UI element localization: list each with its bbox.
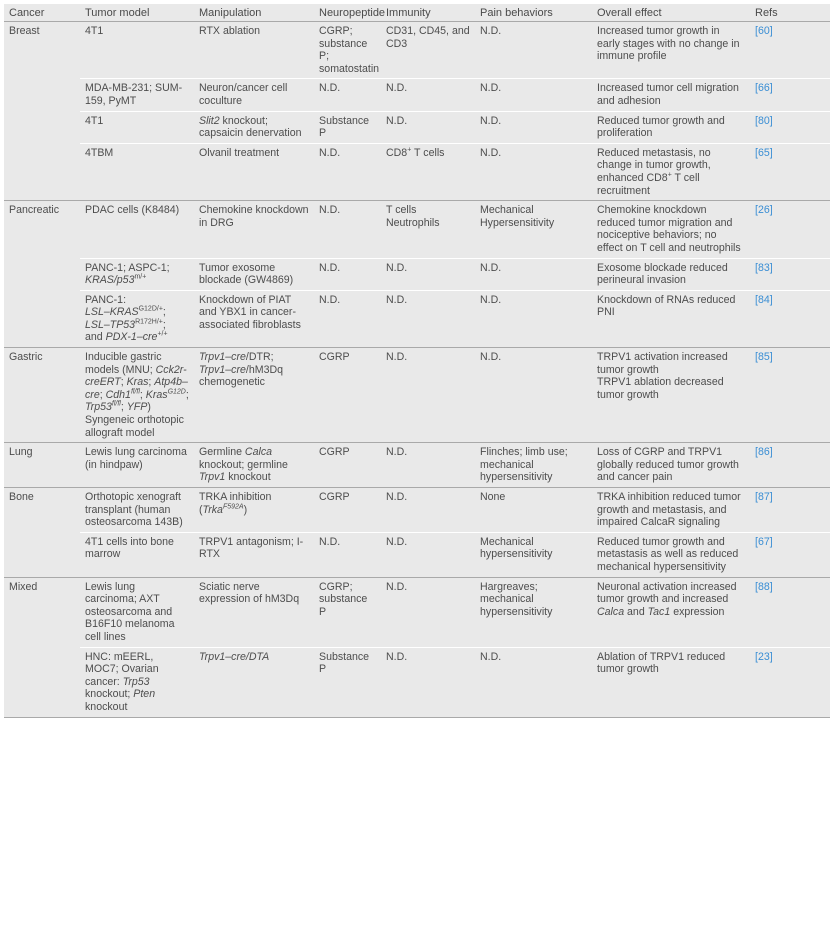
ref-link[interactable]: [26] (750, 201, 830, 258)
manipulation-text: ) (243, 503, 248, 516)
immunity-cell: N.D. (381, 290, 475, 347)
gene-name: Trpv1–cre/DTA (199, 650, 270, 663)
cancer-cell: Bone (4, 488, 80, 533)
ref-link[interactable]: [66] (750, 79, 830, 111)
ref-link[interactable]: [87] (750, 488, 830, 533)
manipulation-cell: Neuron/cancer cell coculture (194, 79, 314, 111)
neuropeptide-cell: CGRP; substance P (314, 577, 381, 647)
immunity-cell (381, 143, 475, 200)
model-text: knockout (85, 700, 128, 713)
model-text: and (85, 331, 106, 344)
cancer-cell-empty (4, 111, 80, 143)
effect-cell: Reduced tumor growth and metastasis as well as reduced mechanical hypersensitivity (592, 532, 750, 577)
pain-cell: Mechanical hypersensitivity (475, 532, 592, 577)
pain-cell: Mechanical Hypersensitivity (475, 201, 592, 258)
model-text: knockout; (85, 688, 134, 701)
ref-link[interactable]: [85] (750, 348, 830, 443)
effect-text: TRPV1 ablation decreased tumor growth (597, 376, 724, 401)
immunity-cell: N.D. (381, 79, 475, 111)
effect-cell (592, 577, 750, 647)
header-overall-effect: Overall effect (592, 4, 750, 22)
table-row (4, 348, 830, 443)
gene-name: Trp53 (85, 401, 112, 414)
manipulation-cell: Sciatic nerve expression of hM3Dq (194, 577, 314, 647)
cancer-cell: Lung (4, 443, 80, 488)
gene-name: KRAS/p53 (85, 274, 135, 287)
manipulation-cell (194, 647, 314, 717)
cancer-cell-empty (4, 532, 80, 577)
gene-name: PDX-1–cre (105, 331, 158, 344)
gene-name: Trpv1–cre (199, 363, 246, 376)
gene-name: Slit2 (199, 114, 220, 127)
pain-cell: Flinches; limb use; mechanical hypersensitivity (475, 443, 592, 488)
effect-text: Reduced metastasis, no change in tumor growth, enhanced CD8 (597, 146, 711, 184)
tumor-model-cell (80, 258, 194, 290)
pain-cell: N.D. (475, 79, 592, 111)
cancer-cell: Mixed (4, 577, 80, 647)
superscript: + (667, 171, 672, 179)
neuropeptide-cell: N.D. (314, 201, 381, 258)
gene-name: Tac1 (647, 605, 671, 618)
neuropeptide-cell: Substance P (314, 111, 381, 143)
immunity-cell: N.D. (381, 532, 475, 577)
gene-name: Kras (126, 376, 149, 389)
tumor-model-cell: PANC-1: LSL–$KRAS^{G12D/+}$; LSL–$TP53^{R172H/+}$; and PDX-1–cre+/+ (80, 290, 194, 347)
ref-link[interactable]: [23] (750, 647, 830, 717)
pain-cell: N.D. (475, 22, 592, 79)
manipulation-text: /DTR; (245, 351, 274, 364)
ref-link[interactable]: [60] (750, 22, 830, 79)
gene-name: Pten (133, 688, 156, 701)
immunity-cell: N.D. (381, 488, 475, 533)
immunity-text: T cells (411, 146, 445, 159)
ref-link[interactable]: [84] (750, 290, 830, 347)
manipulation-cell: TRPV1 antagonism; I-RTX (194, 532, 314, 577)
effect-text: and (624, 605, 648, 618)
effect-cell (592, 348, 750, 443)
table-row (4, 577, 830, 647)
effect-cell: TRKA inhibition reduced tumor growth and metastasis, and impaired CalcaR signaling (592, 488, 750, 533)
superscript: fl/fl (111, 400, 121, 408)
neuropeptide-cell: CGRP; substance P; somatostatin (314, 22, 381, 79)
immunity-cell: N.D. (381, 111, 475, 143)
header-immunity: Immunity (381, 4, 475, 22)
gene-name: LSL–TP53 (85, 318, 136, 331)
cancer-cell: Gastric (4, 348, 80, 443)
model-text: HNC: mEERL, MOC7; Ovarian cancer: (85, 650, 159, 688)
cancer-cell-empty (4, 79, 80, 111)
header-row (4, 4, 830, 22)
gene-name: Cdh1 (105, 388, 131, 401)
ref-link[interactable]: [86] (750, 443, 830, 488)
tumor-model-cell: Lewis lung carcinoma; AXT osteosarcoma and B16F10 melanoma cell lines (80, 577, 194, 647)
effect-cell: Chemokine knockdown reduced tumor migration and nociceptive behaviors; no effect on T cell and neutrophils (592, 201, 750, 258)
gene-name: Atp4b–cre (85, 376, 188, 401)
model-text: Inducible gastric models (MNU; (85, 351, 162, 376)
manipulation-text: TRKA inhibition ( (199, 491, 272, 516)
pain-cell: N.D. (475, 111, 592, 143)
effect-cell (592, 143, 750, 200)
gene-name: Trp53 (122, 675, 150, 688)
immunity-cell: T cells Neutrophils (381, 201, 475, 258)
neuropeptide-cell: CGRP (314, 443, 381, 488)
pain-cell: N.D. (475, 258, 592, 290)
data-table (4, 4, 830, 718)
header-refs: Refs (750, 4, 830, 22)
gene-name: LSL–KRAS (85, 306, 139, 319)
cancer-cell: Pancreatic (4, 201, 80, 258)
cancer-cell-empty (4, 647, 80, 717)
effect-cell: Increased tumor growth in early stages with no change in immune profile (592, 22, 750, 79)
manipulation-text: knockout; capsaicin denervation (199, 114, 302, 140)
manipulation-cell (194, 348, 314, 443)
gene-name: YFP (126, 401, 148, 414)
table-row (4, 22, 830, 79)
effect-cell: Knockdown of RNAs reduced PNI (592, 290, 750, 347)
manipulation-cell (194, 443, 314, 488)
superscript: + (407, 146, 412, 154)
tumor-model-cell: 4T1 (80, 22, 194, 79)
superscript: +/+ (157, 330, 168, 338)
table-row (4, 290, 830, 347)
superscript: fl/fl (130, 388, 140, 396)
neuropeptide-cell: N.D. (314, 143, 381, 200)
manipulation-text: Germline (199, 446, 245, 459)
manipulation-text: knockout (225, 471, 271, 484)
ref-link[interactable]: [65] (750, 143, 830, 200)
gene-name: Trka (202, 503, 223, 516)
neuropeptide-cell: N.D. (314, 79, 381, 111)
manipulation-cell: RTX ablation (194, 22, 314, 79)
gene-name: Kras (145, 388, 168, 401)
gene-name: Calca (597, 605, 625, 618)
pain-cell: N.D. (475, 647, 592, 717)
superscript: G12D/+ (138, 305, 163, 313)
header-pain-behaviors: Pain behaviors (475, 4, 592, 22)
gene-name: Trpv1–cre (199, 351, 246, 364)
effect-cell: Loss of CGRP and TRPV1 globally reduced tumor growth and cancer pain (592, 443, 750, 488)
immunity-cell: N.D. (381, 647, 475, 717)
immunity-cell: N.D. (381, 348, 475, 443)
header-neuropeptide: Neuropeptide (314, 4, 381, 22)
gene-name: Cck2r-creERT (85, 363, 187, 389)
cancer-cell: Breast (4, 22, 80, 79)
immunity-cell: N.D. (381, 258, 475, 290)
cancer-cell-empty (4, 143, 80, 200)
table-container (4, 4, 830, 718)
gene-name: Calca (244, 446, 273, 459)
pain-cell: N.D. (475, 290, 592, 347)
effect-cell: Ablation of TRPV1 reduced tumor growth (592, 647, 750, 717)
manipulation-cell (194, 111, 314, 143)
model-text: PANC-1; ASPC-1; (85, 261, 170, 274)
superscript: R172H/+ (135, 318, 163, 326)
ref-link[interactable]: [80] (750, 111, 830, 143)
immunity-text: CD8 (386, 146, 408, 159)
model-text: PANC-1: (85, 293, 127, 306)
table-row (4, 111, 830, 143)
superscript: F592A (222, 503, 244, 511)
neuropeptide-cell: Substance P (314, 647, 381, 717)
neuropeptide-cell: CGRP (314, 348, 381, 443)
header-cancer: Cancer (4, 4, 80, 22)
table-row (4, 443, 830, 488)
effect-cell: Reduced tumor growth and proliferation (592, 111, 750, 143)
effect-cell: Exosome blockade reduced perineural invasion (592, 258, 750, 290)
tumor-model-cell: PDAC cells (K8484) (80, 201, 194, 258)
effect-text: TRPV1 activation increased tumor growth (597, 351, 728, 376)
manipulation-cell: Tumor exosome blockade (GW4869) (194, 258, 314, 290)
immunity-cell: N.D. (381, 577, 475, 647)
table-row (4, 79, 830, 111)
ref-link[interactable]: [67] (750, 532, 830, 577)
ref-link[interactable]: [83] (750, 258, 830, 290)
neuropeptide-cell: N.D. (314, 258, 381, 290)
tumor-model-cell: 4T1 (80, 111, 194, 143)
effect-text: expression (670, 605, 725, 618)
header-manipulation: Manipulation (194, 4, 314, 22)
pain-cell: None (475, 488, 592, 533)
table-row (4, 201, 830, 258)
pain-cell: Hargreaves; mechanical hypersensitivity (475, 577, 592, 647)
tumor-model-cell: 4T1 cells into bone marrow (80, 532, 194, 577)
model-text: Syngeneic orthotopic allograft model (85, 414, 184, 439)
pain-cell: N.D. (475, 143, 592, 200)
immunity-cell: CD31, CD45, and CD3 (381, 22, 475, 79)
manipulation-cell: Knockdown of PIAT and YBX1 in cancer-associated fibroblasts (194, 290, 314, 347)
tumor-model-cell: MDA-MB-231; SUM-159, PyMT (80, 79, 194, 111)
neuropeptide-cell: CGRP (314, 488, 381, 533)
manipulation-cell (194, 488, 314, 533)
tumor-model-cell (80, 647, 194, 717)
immunity-cell: N.D. (381, 443, 475, 488)
effect-text: Neuronal activation increased tumor growth and increased (597, 580, 737, 606)
manipulation-text: knockout; germline (199, 458, 288, 471)
effect-text: T cell recruitment (597, 171, 700, 197)
manipulation-text: /hM3Dq chemogenetic (199, 363, 283, 389)
pain-cell: N.D. (475, 348, 592, 443)
tumor-model-cell: Orthotopic xenograft transplant (human osteosarcoma 143B) (80, 488, 194, 533)
gene-name: Trpv1 (199, 471, 226, 484)
ref-link[interactable]: [88] (750, 577, 830, 647)
table-row (4, 488, 830, 533)
table-row (4, 143, 830, 200)
superscript: G12D (167, 388, 186, 396)
tumor-model-cell: Lewis lung carcinoma (in hindpaw) (80, 443, 194, 488)
tumor-model-cell: 4TBM (80, 143, 194, 200)
cancer-cell-empty (4, 290, 80, 347)
cancer-cell-empty (4, 258, 80, 290)
table-row (4, 532, 830, 577)
neuropeptide-cell: N.D. (314, 532, 381, 577)
manipulation-cell: Olvanil treatment (194, 143, 314, 200)
tumor-model-cell: Inducible gastric models (MNU; Cck2r-creERT; Kras; Atp4b–cre; $Cdh1^{fl/fl}$; Kras$^{G12D}$; $Trp53^{fl/fl}$; YFP) Syngeneic orthotopic allograft model (80, 348, 194, 443)
header-tumor-model: Tumor model (80, 4, 194, 22)
superscript: m/+ (134, 273, 147, 281)
effect-cell: Increased tumor cell migration and adhesion (592, 79, 750, 111)
neuropeptide-cell: N.D. (314, 290, 381, 347)
table-row (4, 647, 830, 717)
table-row (4, 258, 830, 290)
manipulation-cell: Chemokine knockdown in DRG (194, 201, 314, 258)
